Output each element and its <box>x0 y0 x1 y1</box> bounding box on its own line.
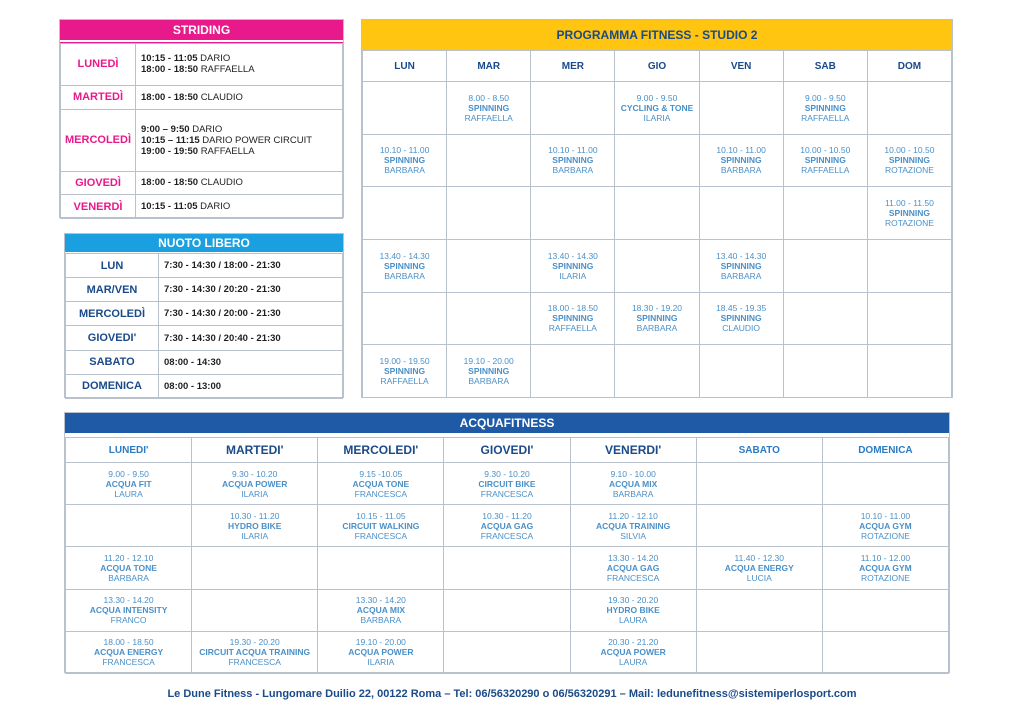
class-name: SPINNING <box>720 313 762 324</box>
studio-cell <box>867 187 951 240</box>
class-time: 10.10 - 11.00 <box>860 510 911 521</box>
studio-day-header: GIO <box>615 51 699 82</box>
class-time: 10.00 - 10.50 <box>884 145 935 156</box>
acqua-row <box>66 505 949 547</box>
studio-cell <box>531 239 615 292</box>
studio-day-header: MER <box>531 51 615 82</box>
slot-time: 9:00 – 9:50 <box>141 123 190 135</box>
nuoto-libero-panel <box>64 233 344 398</box>
class-time: 10.10 - 11.00 <box>548 145 598 156</box>
class-time: 10.10 - 11.00 <box>379 145 430 156</box>
class-instructor: ILARIA <box>367 657 395 668</box>
class-time: 10.10 - 11.00 <box>716 145 766 156</box>
acqua-table <box>65 437 949 674</box>
striding-row <box>61 195 343 219</box>
class-instructor: LAURA <box>618 615 648 626</box>
slot-instructor: RAFFAELLA <box>200 64 255 76</box>
acqua-cell <box>570 631 696 673</box>
acqua-cell <box>444 631 570 673</box>
class-instructor: ROTAZIONE <box>884 218 934 229</box>
studio-cell <box>447 134 531 187</box>
class-name: SPINNING <box>804 102 846 113</box>
studio-cell <box>783 134 867 187</box>
studio-day-header: DOM <box>867 51 951 82</box>
studio-cell <box>783 345 867 398</box>
class-name: ACQUA TRAINING <box>595 520 671 531</box>
class-name: SPINNING <box>720 260 762 271</box>
class-instructor: FRANCESCA <box>480 488 534 499</box>
class-instructor: RAFFAELLA <box>801 112 850 123</box>
class-time: 9.30 - 10.20 <box>484 468 530 479</box>
class-time: 13.30 - 14.20 <box>355 595 406 606</box>
studio-cell <box>531 134 615 187</box>
nuoto-row <box>66 326 343 350</box>
class-instructor: RAFFAELLA <box>801 165 850 176</box>
acqua-cell <box>192 589 318 631</box>
striding-panel <box>59 19 344 218</box>
class-instructor: RAFFAELLA <box>464 112 513 123</box>
class-instructor: FRANCESCA <box>354 530 408 541</box>
acqua-cell <box>822 505 948 547</box>
class-instructor: ILARIA <box>241 530 269 541</box>
studio-day-header: SAB <box>783 51 867 82</box>
acqua-cell <box>570 463 696 505</box>
class-name: ACQUA POWER <box>348 647 414 658</box>
studio-cell <box>783 239 867 292</box>
studio-row <box>363 292 952 345</box>
slot-time: 18:00 - 18:50 <box>141 64 199 76</box>
studio-cell <box>867 345 951 398</box>
acqua-cell <box>696 505 822 547</box>
class-name: ACQUA FIT <box>105 478 152 489</box>
studio2-panel <box>361 19 953 398</box>
class-instructor: BARBARA <box>552 165 594 176</box>
studio-cell <box>363 292 447 345</box>
acqua-cell <box>822 631 948 673</box>
class-instructor: FRANCESCA <box>480 530 534 541</box>
slot-time: 19:00 - 19:50 <box>141 145 199 157</box>
acqua-day-header: SABATO <box>696 438 822 463</box>
studio-cell <box>699 239 783 292</box>
class-time: 20.30 - 21.20 <box>608 637 659 648</box>
class-instructor: ROTAZIONE <box>860 572 910 583</box>
class-name: SPINNING <box>552 313 594 324</box>
striding-slot <box>141 201 342 212</box>
class-time: 18.00 - 18.50 <box>103 637 154 648</box>
nuoto-hours: 7:30 - 14:30 / 20:00 - 21:30 <box>159 302 343 326</box>
studio-cell <box>783 187 867 240</box>
class-time: 11.20 - 12.10 <box>608 510 658 521</box>
nuoto-table <box>65 253 343 399</box>
acqua-cell <box>822 463 948 505</box>
studio-cell <box>699 134 783 187</box>
acqua-cell <box>444 505 570 547</box>
acqua-cell <box>570 589 696 631</box>
striding-day: MERCOLEDÌ <box>61 109 136 171</box>
class-name: ACQUA POWER <box>222 478 288 489</box>
nuoto-hours: 08:00 - 13:00 <box>159 374 343 398</box>
studio-cell <box>699 82 783 135</box>
class-instructor: ILARIA <box>643 112 671 123</box>
class-time: 13.30 - 14.20 <box>103 595 154 606</box>
acquafitness-panel <box>64 412 950 673</box>
class-time: 8.00 - 8.50 <box>468 92 510 103</box>
nuoto-day: DOMENICA <box>66 374 159 398</box>
class-instructor: BARBARA <box>384 165 425 176</box>
acqua-cell <box>318 589 444 631</box>
studio-cell <box>699 187 783 240</box>
class-time: 11.40 - 12.30 <box>734 552 784 563</box>
striding-slot <box>141 124 342 135</box>
class-time: 10.30 - 11.20 <box>229 510 280 521</box>
slot-instructor: DARIO <box>200 201 231 213</box>
striding-day: MARTEDÌ <box>61 85 136 109</box>
class-instructor: FRANCESCA <box>354 488 408 499</box>
class-instructor: FRANCESCA <box>102 657 155 668</box>
studio-cell <box>363 134 447 187</box>
acqua-cell <box>192 631 318 673</box>
studio-cell <box>531 345 615 398</box>
class-name: CIRCUIT ACQUA TRAINING <box>199 647 311 658</box>
class-instructor: BARBARA <box>636 323 678 334</box>
class-name: SPINNING <box>720 155 762 166</box>
class-name: ACQUA POWER <box>600 647 666 658</box>
class-instructor: CLAUDIO <box>722 323 761 334</box>
slot-time: 10:15 – 11:15 <box>141 134 200 146</box>
acqua-cell <box>570 505 696 547</box>
studio-cell <box>531 82 615 135</box>
studio-cell <box>615 292 699 345</box>
slot-time: 10:15 - 11:05 <box>141 53 198 65</box>
slot-instructor: DARIO POWER CIRCUIT <box>202 134 313 146</box>
acqua-day-header: MERCOLEDI' <box>318 438 444 463</box>
slot-instructor: DARIO <box>192 123 223 135</box>
class-instructor: FRANCESCA <box>606 572 660 583</box>
nuoto-day: GIOVEDI' <box>66 326 159 350</box>
striding-title: STRIDING <box>60 20 343 40</box>
class-name: ACQUA ENERGY <box>94 647 164 658</box>
studio-cell <box>531 187 615 240</box>
striding-day: GIOVEDÌ <box>61 171 136 195</box>
class-name: ACQUA GYM <box>859 520 912 531</box>
class-name: CYCLING & TONE <box>620 102 694 113</box>
nuoto-row <box>66 350 343 374</box>
striding-row <box>61 85 343 109</box>
acqua-day-header: MARTEDI' <box>192 438 318 463</box>
class-instructor: BARBARA <box>108 572 149 583</box>
studio-cell <box>615 239 699 292</box>
acqua-cell <box>66 547 192 589</box>
class-name: SPINNING <box>384 366 426 377</box>
studio-row <box>363 345 952 398</box>
striding-slot <box>141 146 342 157</box>
class-name: SPINNING <box>552 155 594 166</box>
class-instructor: RAFFAELLA <box>380 376 429 387</box>
nuoto-row <box>66 374 343 398</box>
studio-cell <box>867 134 951 187</box>
class-name: SPINNING <box>552 260 594 271</box>
studio-cell <box>447 187 531 240</box>
studio-cell <box>363 187 447 240</box>
nuoto-title: NUOTO LIBERO <box>65 234 343 252</box>
studio-day-header: MAR <box>447 51 531 82</box>
acqua-cell <box>696 547 822 589</box>
acqua-cell <box>444 589 570 631</box>
class-instructor: ILARIA <box>241 488 269 499</box>
acqua-cell <box>66 589 192 631</box>
acqua-cell <box>192 463 318 505</box>
class-time: 9.00 - 9.50 <box>804 92 846 103</box>
nuoto-day: LUN <box>66 254 159 278</box>
striding-slot <box>141 135 342 146</box>
studio-table <box>362 50 952 398</box>
studio-cell <box>447 82 531 135</box>
studio-cell <box>867 82 951 135</box>
class-time: 19.10 - 20.00 <box>355 637 406 648</box>
striding-slot <box>141 53 342 64</box>
acqua-cell <box>318 505 444 547</box>
studio-cell <box>615 82 699 135</box>
class-name: SPINNING <box>888 155 930 166</box>
class-name: ACQUA GAG <box>606 562 660 573</box>
class-instructor: BARBARA <box>468 376 510 387</box>
studio-row <box>363 134 952 187</box>
studio-cell <box>783 82 867 135</box>
class-name: SPINNING <box>468 366 510 377</box>
acqua-day-header: GIOVEDI' <box>444 438 570 463</box>
studio-cell <box>615 187 699 240</box>
class-instructor: ILARIA <box>559 270 587 281</box>
class-instructor: FRANCO <box>110 615 147 626</box>
class-name: ACQUA INTENSITY <box>89 605 168 616</box>
class-name: SPINNING <box>804 155 846 166</box>
slot-instructor: CLAUDIO <box>200 91 243 103</box>
class-time: 10.00 - 10.50 <box>800 145 851 156</box>
striding-row <box>61 109 343 171</box>
nuoto-hours: 7:30 - 14:30 / 18:00 - 21:30 <box>159 254 343 278</box>
studio-cell <box>363 82 447 135</box>
acqua-cell <box>66 631 192 673</box>
studio-day-header: VEN <box>699 51 783 82</box>
class-instructor: RAFFAELLA <box>548 323 597 334</box>
striding-row <box>61 44 343 86</box>
acqua-row <box>66 631 949 673</box>
striding-slots <box>136 171 343 195</box>
slot-time: 18:00 - 18:50 <box>141 91 199 103</box>
class-instructor: SILVIA <box>620 530 647 541</box>
striding-slots <box>136 109 343 171</box>
acqua-row <box>66 589 949 631</box>
class-instructor: LAURA <box>618 657 648 668</box>
class-name: SPINNING <box>888 208 930 219</box>
class-time: 9.15 -10.05 <box>359 468 403 479</box>
class-instructor: BARBARA <box>384 270 425 281</box>
studio-cell <box>699 292 783 345</box>
class-instructor: LAURA <box>114 488 143 499</box>
class-instructor: BARBARA <box>612 488 654 499</box>
class-time: 19.30 - 20.20 <box>229 637 280 648</box>
acqua-cell <box>444 463 570 505</box>
studio-cell <box>363 345 447 398</box>
class-time: 13.30 - 14.20 <box>608 552 659 563</box>
nuoto-hours: 7:30 - 14:30 / 20:20 - 21:30 <box>159 278 343 302</box>
class-instructor: BARBARA <box>720 270 762 281</box>
acqua-day-header: DOMENICA <box>822 438 948 463</box>
striding-day: LUNEDÌ <box>61 44 136 86</box>
nuoto-day: MAR/VEN <box>66 278 159 302</box>
studio-row <box>363 239 952 292</box>
nuoto-row <box>66 302 343 326</box>
slot-time: 18:00 - 18:50 <box>141 177 199 189</box>
class-time: 19.10 - 20.00 <box>463 356 514 367</box>
acqua-title: ACQUAFITNESS <box>65 413 949 433</box>
class-time: 9.10 - 10.00 <box>610 468 656 479</box>
class-time: 10.15 - 11.05 <box>356 510 406 521</box>
nuoto-day: SABATO <box>66 350 159 374</box>
striding-slots <box>136 44 343 86</box>
acqua-cell <box>318 631 444 673</box>
acqua-cell <box>192 505 318 547</box>
acqua-day-header: LUNEDI' <box>66 438 192 463</box>
class-name: SPINNING <box>636 313 678 324</box>
class-time: 11.10 - 12.00 <box>860 552 911 563</box>
class-time: 13.40 - 14.30 <box>379 250 430 261</box>
class-time: 9.00 - 9.50 <box>636 92 678 103</box>
studio-cell <box>363 239 447 292</box>
studio-cell <box>615 345 699 398</box>
studio-cell <box>615 134 699 187</box>
striding-slot <box>141 177 342 188</box>
acqua-cell <box>696 463 822 505</box>
class-time: 18.00 - 18.50 <box>547 303 598 314</box>
class-time: 11.20 - 12.10 <box>103 552 154 563</box>
nuoto-day: MERCOLEDÌ <box>66 302 159 326</box>
striding-day: VENERDÌ <box>61 195 136 219</box>
class-instructor: ROTAZIONE <box>860 530 910 541</box>
class-instructor: ROTAZIONE <box>884 165 934 176</box>
striding-slots <box>136 85 343 109</box>
studio-cell <box>699 345 783 398</box>
class-instructor: LUCIA <box>746 572 772 583</box>
acqua-cell <box>66 505 192 547</box>
class-name: CIRCUIT BIKE <box>478 478 536 489</box>
studio-cell <box>783 292 867 345</box>
class-name: HYDRO BIKE <box>606 605 660 616</box>
class-instructor: BARBARA <box>360 615 402 626</box>
studio-cell <box>867 239 951 292</box>
class-name: SPINNING <box>384 155 426 166</box>
acqua-cell <box>696 631 822 673</box>
studio-cell <box>531 292 615 345</box>
footer-contact: Le Dune Fitness - Lungomare Duilio 22, 00122 Roma – Tel: 06/56320290 o 06/56320291 – Mail: ledunefitness@sistemiperlosport.com <box>167 688 857 700</box>
class-time: 9.00 - 9.50 <box>108 468 149 479</box>
nuoto-hours: 7:30 - 14:30 / 20:40 - 21:30 <box>159 326 343 350</box>
slot-instructor: DARIO <box>200 53 231 65</box>
slot-time: 10:15 - 11:05 <box>141 201 198 213</box>
acqua-cell <box>444 547 570 589</box>
studio-row <box>363 82 952 135</box>
acqua-cell <box>570 547 696 589</box>
slot-instructor: CLAUDIO <box>200 177 243 189</box>
striding-slots <box>136 195 343 219</box>
class-name: CIRCUIT WALKING <box>342 520 420 531</box>
class-name: ACQUA ENERGY <box>724 562 794 573</box>
acqua-row <box>66 463 949 505</box>
class-name: SPINNING <box>384 260 426 271</box>
studio-cell <box>447 239 531 292</box>
class-time: 18.30 - 19.20 <box>631 303 683 314</box>
acqua-cell <box>192 547 318 589</box>
class-time: 13.40 - 14.30 <box>547 250 598 261</box>
class-name: ACQUA GAG <box>480 520 534 531</box>
class-name: HYDRO BIKE <box>228 520 282 531</box>
class-name: ACQUA MIX <box>356 605 406 616</box>
nuoto-hours: 08:00 - 14:30 <box>159 350 343 374</box>
class-name: ACQUA MIX <box>608 478 658 489</box>
class-time: 9.30 - 10.20 <box>232 468 278 479</box>
class-instructor: FRANCESCA <box>228 657 281 668</box>
class-name: SPINNING <box>468 102 510 113</box>
striding-row <box>61 171 343 195</box>
studio-title: PROGRAMMA FITNESS - STUDIO 2 <box>362 20 952 50</box>
acqua-cell <box>318 547 444 589</box>
class-time: 10.30 - 11.20 <box>482 510 532 521</box>
slot-instructor: RAFFAELLA <box>200 145 255 157</box>
nuoto-row <box>66 254 343 278</box>
acqua-cell <box>318 463 444 505</box>
striding-table <box>60 43 343 219</box>
class-time: 19.00 - 19.50 <box>379 356 430 367</box>
class-time: 19.30 - 20.20 <box>608 595 659 606</box>
class-name: ACQUA TONE <box>100 562 157 573</box>
acqua-cell <box>66 463 192 505</box>
studio-row <box>363 187 952 240</box>
class-instructor: BARBARA <box>720 165 762 176</box>
studio-cell <box>447 345 531 398</box>
class-time: 13.40 - 14.30 <box>716 250 767 261</box>
studio-day-header: LUN <box>363 51 447 82</box>
class-time: 18.45 - 19.35 <box>716 303 767 314</box>
studio-cell <box>447 292 531 345</box>
acqua-cell <box>696 589 822 631</box>
striding-slot <box>141 92 342 103</box>
nuoto-row <box>66 278 343 302</box>
class-name: ACQUA GYM <box>859 562 912 573</box>
class-time: 11.00 - 11.50 <box>885 198 934 209</box>
striding-slot <box>141 64 342 75</box>
acqua-day-header: VENERDI' <box>570 438 696 463</box>
acqua-cell <box>822 589 948 631</box>
studio-cell <box>867 292 951 345</box>
acqua-row <box>66 547 949 589</box>
acqua-cell <box>822 547 948 589</box>
class-name: ACQUA TONE <box>352 478 410 489</box>
